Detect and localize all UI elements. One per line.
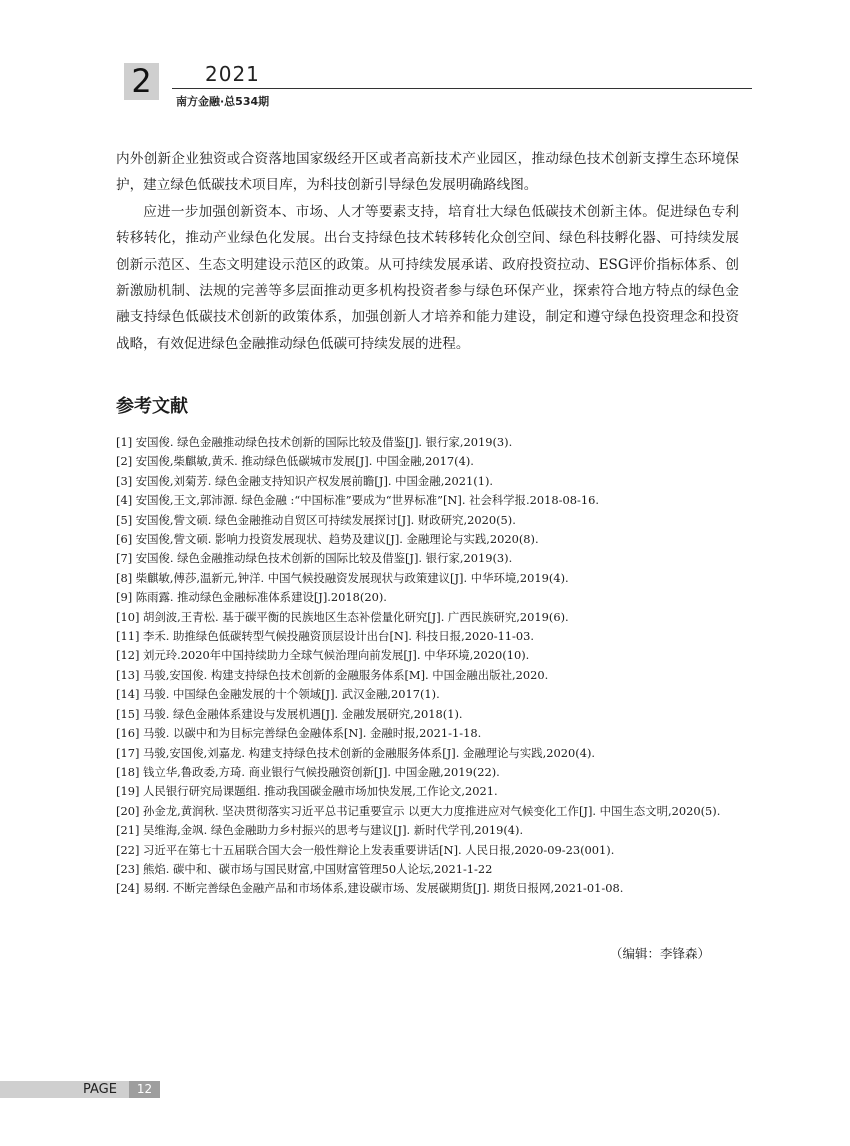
reference-item: [3] 安国俊,刘菊芳. 绿色金融支持知识产权发展前瞻[J]. 中国金融,2021(1). [116,473,494,488]
reference-item: [9] 陈雨露. 推动绿色金融标准体系建设[J].2018(20). [116,590,387,605]
reference-item: [23] 熊焰. 碳中和、碳市场与国民财富,中国财富管理50人论坛,2021-1-22 [116,861,493,876]
reference-item: [6] 安国俊,訾文硕. 影响力投资发展现状、趋势及建议[J]. 金融理论与实践,2020(8). [116,532,539,547]
page-number: 12 [129,1081,160,1098]
reference-item: [10] 胡剑波,王青松. 基于碳平衡的民族地区生态补偿量化研究[J]. 广西民族研究,2019(6). [116,609,569,624]
reference-item: [5] 安国俊,訾文硕. 绿色金融推动自贸区可持续发展探讨[J]. 财政研究,2020(5). [116,512,516,527]
issue-number-box: 2 [124,63,159,100]
reference-item: [17] 马骏,安国俊,刘嘉龙. 构建支持绿色技术创新的金融服务体系[J]. 金融理论与实践,2020(4). [116,745,596,760]
journal-issue-label: 南方金融·总534期 [176,95,270,108]
reference-item: [18] 钱立华,鲁政委,方琦. 商业银行气候投融资创新[J]. 中国金融,2019(22). [116,764,500,779]
page-label: PAGE [83,1082,117,1097]
reference-item: [2] 安国俊,柴麒敏,黄禾. 推动绿色低碳城市发展[J]. 中国金融,2017(4). [116,454,474,469]
reference-item: [7] 安国俊. 绿色金融推动绿色技术创新的国际比较及借鉴[J]. 银行家,2019(3). [116,551,513,566]
editor-credit: （编辑：李锋森） [610,946,711,961]
reference-item: [13] 马骏,安国俊. 构建支持绿色技术创新的金融服务体系[M]. 中国金融出版社,2020. [116,667,549,682]
reference-item: [19] 人民银行研究局课题组. 推动我国碳金融市场加快发展,工作论文,2021. [116,784,498,799]
body-paragraph: 应进一步加强创新资本、市场、人才等要素支持，培育壮大绿色低碳技术创新主体。促进绿色专利转移转化，推动产业绿色化发展。出台支持绿色技术转移转化众创空间、绿色科技孵化器、可持续发展创新示范区、生态文明建设示范区的政策。从可持续发展承诺、政府投资拉动、ESG评价指标体系、创新激励机制、法规的完善等多层面推动更多机构投资者参与绿色环保产业，探索符合地方特点的绿色金融支持绿色低碳技术创新的政策体系，加强创新人才培养和能力建设，制定和遵守绿色投资理念和投资战略，有效促进绿色金融推动绿色低碳可持续发展的进程。 [116,203,739,352]
reference-item: [11] 李禾. 助推绿色低碳转型气候投融资顶层设计出台[N]. 科技日报,2020-11-03. [116,629,535,644]
reference-item: [16] 马骏. 以碳中和为目标完善绿色金融体系[N]. 金融时报,2021-1-18. [116,726,482,741]
article-body [116,146,739,357]
reference-item: [1] 安国俊. 绿色金融推动绿色技术创新的国际比较及借鉴[J]. 银行家,2019(3). [116,435,513,449]
reference-item: [24] 易纲. 不断完善绿色金融产品和市场体系,建设碳市场、发展碳期货[J]. 期货日报网,2021-01-08. [116,881,624,896]
header-year: 2021 [205,62,260,86]
reference-item: [15] 马骏. 绿色金融体系建设与发展机遇[J]. 金融发展研究,2018(1). [116,706,463,721]
references-list [116,433,739,899]
reference-item: [21] 吴维海,金飒. 绿色金融助力乡村振兴的思考与建议[J]. 新时代学刊,2019(4). [116,823,524,838]
reference-item: [22] 习近平在第七十五届联合国大会一般性辩论上发表重要讲话[N]. 人民日报,2020-09-23(001). [116,842,615,857]
references-heading: 参考文献 [116,396,188,417]
body-paragraph: 内外创新企业独资或合资落地国家级经开区或者高新技术产业园区，推动绿色技术创新支撑生态环境保护，建立绿色低碳技术项目库，为科技创新引导绿色发展明确路线图。 [116,151,739,194]
reference-item: [14] 马骏. 中国绿色金融发展的十个领域[J]. 武汉金融,2017(1). [116,687,440,702]
reference-item: [8] 柴麒敏,傅莎,温新元,钟洋. 中国气候投融资发展现状与政策建议[J]. 中华环境,2019(4). [116,570,569,585]
reference-item: [4] 安国俊,王文,郭沛源. 绿色金融 :“中国标准”要成为“世界标准”[N]. 社会科学报.2018-08-16. [116,493,599,508]
reference-item: [20] 孙金龙,黄润秋. 坚决贯彻落实习近平总书记重要宣示 以更大力度推进应对气候变化工作[J]. 中国生态文明,2020(5). [116,803,721,818]
header-divider [172,88,752,89]
reference-item: [12] 刘元玲.2020年中国持续助力全球气候治理向前发展[J]. 中华环境,2020(10). [116,648,530,663]
